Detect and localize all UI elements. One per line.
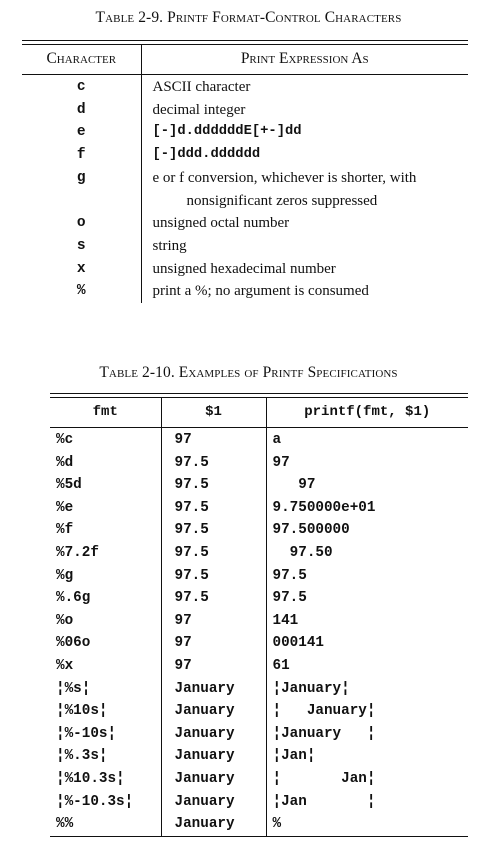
format-control-table: [22, 40, 468, 303]
example-output: %: [272, 816, 282, 833]
format-character: f: [22, 144, 141, 167]
format-description: [141, 167, 468, 212]
bottom-rule: [50, 836, 468, 837]
example-row: [50, 655, 468, 678]
format-character: c: [22, 72, 141, 99]
example-row: [50, 587, 468, 610]
example-row: [50, 723, 468, 746]
example-row: [50, 452, 468, 475]
example-row: [50, 542, 468, 565]
example-arg: 97.5: [161, 497, 266, 520]
example-fmt: %x: [50, 655, 161, 678]
table-2-10-caption: Table 2-10. Examples of Printf Specifications: [99, 364, 398, 381]
format-character: o: [22, 212, 141, 235]
example-arg: 97: [161, 425, 266, 452]
format-row: [22, 144, 468, 167]
example-arg: 97: [161, 655, 266, 678]
example-output: 97.5: [272, 590, 307, 607]
example-output: a: [272, 432, 282, 448]
format-character: %: [22, 280, 141, 303]
example-fmt: %g: [50, 565, 161, 588]
format-character: d: [22, 99, 141, 122]
example-row: [50, 768, 468, 791]
example-arg: 97.5: [161, 587, 266, 610]
format-row: [22, 235, 468, 258]
example-row: [50, 813, 468, 836]
header-print-expression: Print Expression As: [240, 49, 369, 67]
example-fmt: ¦%-10s¦: [50, 723, 161, 746]
example-row: [50, 425, 468, 452]
example-arg: January: [161, 700, 266, 723]
format-description: ASCII character: [152, 79, 251, 95]
example-fmt: %f: [50, 519, 161, 542]
example-fmt: %06o: [50, 632, 161, 655]
example-row: [50, 610, 468, 633]
header-rule: [22, 74, 468, 75]
example-row: [50, 678, 468, 701]
format-character: e: [22, 121, 141, 144]
example-arg: 97.5: [161, 565, 266, 588]
example-fmt: ¦%s¦: [50, 678, 161, 701]
example-row: [50, 474, 468, 497]
example-output: 9.750000e+01: [272, 499, 376, 516]
example-arg: 97: [161, 632, 266, 655]
example-output: ¦January ¦: [272, 725, 376, 742]
header-rule-2: [50, 427, 468, 428]
example-output: ¦ January¦: [272, 703, 376, 720]
example-arg: 97.5: [161, 519, 266, 542]
example-fmt: %5d: [50, 474, 161, 497]
printf-example-rows: [50, 425, 468, 836]
example-fmt: ¦%10.3s¦: [50, 768, 161, 791]
example-arg: 97.5: [161, 542, 266, 565]
example-row: [50, 745, 468, 768]
example-output: 97: [272, 477, 316, 494]
format-description: string: [152, 237, 187, 254]
format-row: [22, 167, 468, 212]
header-fmt: fmt: [50, 398, 161, 425]
format-row: [22, 121, 468, 144]
format-description: unsigned hexadecimal number: [152, 260, 336, 277]
printf-examples-table: [50, 393, 468, 837]
example-row: [50, 565, 468, 588]
example-output: ¦January¦: [272, 680, 350, 697]
example-output: 61: [272, 657, 290, 674]
header-output: printf(fmt, $1): [304, 403, 431, 420]
format-row: [22, 280, 468, 303]
example-output: 000141: [272, 635, 324, 652]
example-fmt: %o: [50, 610, 161, 633]
example-fmt: ¦%-10.3s¦: [50, 791, 161, 814]
table-2-9-caption: Table 2-9. Printf Format-Control Characters: [95, 9, 402, 26]
example-fmt: ¦%10s¦: [50, 700, 161, 723]
example-arg: January: [161, 768, 266, 791]
format-description-line: e or f conversion, whichever is shorter, with: [152, 169, 417, 186]
header-arg: $1: [161, 398, 266, 425]
example-output: 97: [272, 454, 290, 471]
example-arg: 97.5: [161, 474, 266, 497]
example-output: 97.50: [272, 544, 333, 561]
format-character: x: [22, 258, 141, 281]
format-character: g: [22, 167, 141, 212]
example-row: [50, 632, 468, 655]
example-fmt: %e: [50, 497, 161, 520]
example-arg: January: [161, 678, 266, 701]
example-arg: January: [161, 745, 266, 768]
example-row: [50, 519, 468, 542]
format-description: decimal integer: [152, 101, 246, 118]
example-output: 97.5: [272, 567, 307, 584]
example-fmt: %c: [50, 425, 161, 452]
format-row: [22, 72, 468, 99]
format-row: [22, 212, 468, 235]
example-fmt: ¦%.3s¦: [50, 745, 161, 768]
example-arg: January: [161, 813, 266, 836]
format-character: s: [22, 235, 141, 258]
format-control-rows: [22, 72, 468, 303]
example-output: 97.500000: [272, 522, 350, 539]
format-description-continuation: nonsignificant zeros suppressed: [186, 192, 378, 209]
example-fmt: %%: [50, 813, 161, 836]
example-output: ¦ Jan¦: [272, 770, 376, 787]
format-row: [22, 99, 468, 122]
example-output: ¦Jan ¦: [272, 793, 376, 810]
format-description: print a %; no argument is consumed: [152, 283, 369, 300]
example-fmt: %.6g: [50, 587, 161, 610]
header-character: Character: [22, 45, 141, 72]
example-output: ¦Jan¦: [272, 748, 316, 765]
format-description: [-]d.ddddddE[+-]dd: [152, 124, 302, 140]
format-description: unsigned octal number: [152, 215, 290, 232]
example-fmt: %7.2f: [50, 542, 161, 565]
example-arg: January: [161, 791, 266, 814]
example-arg: January: [161, 723, 266, 746]
example-row: [50, 497, 468, 520]
format-row: [22, 258, 468, 281]
format-description: [-]ddd.dddddd: [152, 147, 261, 163]
example-row: [50, 791, 468, 814]
example-output: 141: [272, 612, 299, 629]
example-arg: 97.5: [161, 452, 266, 475]
example-arg: 97: [161, 610, 266, 633]
example-fmt: %d: [50, 452, 161, 475]
example-row: [50, 700, 468, 723]
